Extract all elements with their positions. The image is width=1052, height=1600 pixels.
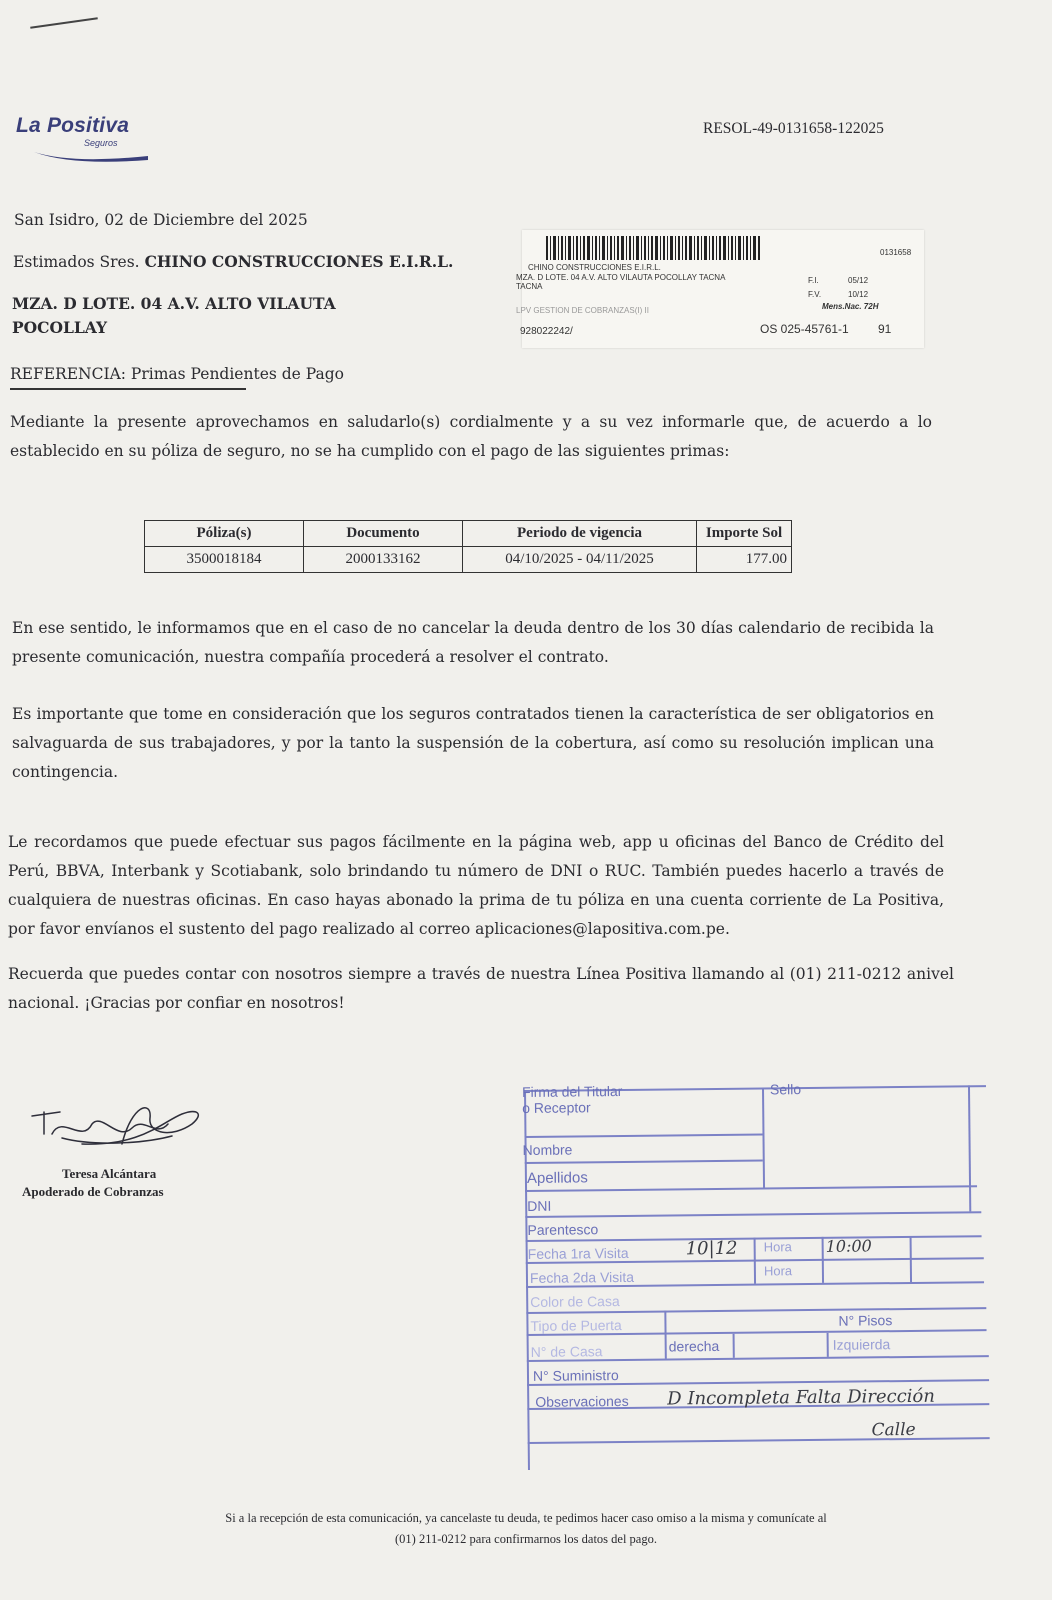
reference: REFERENCIA: Primas Pendientes de Pago <box>10 365 344 383</box>
header-document: Documento <box>304 521 463 547</box>
stamp-label-fecha2: Fecha 2da Visita <box>529 1268 635 1286</box>
footer-line-1: Si a la recepción de esta comunicación, ya cancelaste tu deuda, te pedimos hacer caso omiso a la misma y comunícate al <box>225 1511 827 1525</box>
stamp-label-suministro: N° Suministro <box>532 1367 619 1384</box>
handwritten-signature <box>22 1094 212 1160</box>
stamp-label-derecha: derecha <box>668 1337 720 1355</box>
cell-period: 04/10/2025 - 04/11/2025 <box>463 547 697 573</box>
paragraph-payment: Le recordamos que puede efectuar sus pagos fácilmente en la página web, app u oficinas del Banco de Crédito del Perú, BBVA, Interbank y Scotiabank, solo brindando tu número de DNI o RUC. También puedes hacerlo a través de cualquiera de nuestras oficinas. En caso hayas abonado la prima de tu póliza en una cuenta corriente de La Positiva, por favor envíanos el sustento del pago realizado al correo aplicaciones@lapositiva.com.pe. <box>8 833 944 938</box>
header-period: Periodo de vigencia <box>463 521 697 547</box>
stamp-label-sello: Sello <box>769 1081 802 1098</box>
la-positiva-logo <box>16 114 146 170</box>
label-mens: Mens.Nac. 72H <box>822 302 879 311</box>
label-os: OS 025-45761-1 <box>760 322 849 336</box>
paragraph-contact: Recuerda que puedes contar con nosotros siempre a través de nuestra Línea Positiva llamando al (01) 211-0212 anivel nacional. ¡Gracias por confiar en nosotros! <box>8 965 954 1012</box>
label-code: 0131658 <box>880 248 912 257</box>
logo-swoosh-icon <box>32 148 150 162</box>
stamp-label-nombre: Nombre <box>522 1141 573 1159</box>
handwritten-observation-2: Calle <box>871 1419 916 1441</box>
label-fi <box>808 276 819 285</box>
resolution-code: RESOL-49-0131658-122025 <box>703 120 884 137</box>
date-line: San Isidro, 02 de Diciembre del 2025 <box>14 211 308 229</box>
stamp-label-fecha1: Fecha 1ra Visita <box>527 1244 629 1262</box>
header-amount: Importe Sol <box>697 521 792 547</box>
barcode-icon <box>546 236 762 260</box>
label-fi-key: F.I. <box>808 276 819 285</box>
stamp-label-receptor: o Receptor <box>522 1099 591 1117</box>
label-address: MZA. D LOTE. 04 A.V. ALTO VILAUTA POCOLLAY TACNA <box>516 273 726 282</box>
stamp-label-izquierda: Izquierda <box>832 1336 891 1353</box>
stamp-label-parentesco: Parentesco <box>527 1221 599 1238</box>
paragraph-deadline: En ese sentido, le informamos que en el caso de no cancelar la deuda dentro de los 30 días calendario de recibida la presente comunicación, nuestra compañía procederá a resolver el contrato. <box>12 619 934 666</box>
stamp-label-apellidos: Apellidos <box>526 1169 588 1187</box>
footer-note <box>0 1508 1052 1550</box>
label-name: CHINO CONSTRUCCIONES E.I.R.L. <box>528 263 661 272</box>
cell-amount: 177.00 <box>697 547 792 573</box>
label-fv-key: F.V. <box>808 290 822 299</box>
greeting-prefix: Estimados Sres. <box>13 253 140 271</box>
label-os-num: 91 <box>878 322 892 336</box>
handwritten-visit-time: 10:00 <box>825 1236 872 1256</box>
footer-line-2: (01) 211-0212 para confirmarnos los datos del pago. <box>395 1532 657 1546</box>
reference-underline <box>10 388 246 390</box>
signer-role: Apoderado de Cobranzas <box>22 1184 164 1199</box>
stamp-label-pisos: N° Pisos <box>838 1312 893 1329</box>
header-policy: Póliza(s) <box>145 521 304 547</box>
label-service: LPV GESTION DE COBRANZAS(I) II <box>516 306 649 315</box>
handwritten-visit-date: 10|12 <box>685 1237 738 1260</box>
address-line-2: POCOLLAY <box>12 318 108 337</box>
stamp-label-observaciones: Observaciones <box>535 1392 629 1410</box>
table-row <box>145 547 792 573</box>
pen-stroke <box>30 17 98 28</box>
label-tracking: 928022242/ <box>520 326 573 337</box>
cell-policy: 3500018184 <box>145 547 304 573</box>
handwritten-observation: D Incompleta Falta Dirección <box>667 1385 936 1410</box>
premiums-table <box>144 520 792 580</box>
label-fv <box>808 290 821 299</box>
paragraph-obligatory: Es importante que tome en consideración que los seguros contratados tienen la característica de ser obligatorios en salvaguarda de sus trabajadores, y por la tanto la suspensión de la cobertura, así como su resolución implican una contingencia. <box>12 705 934 781</box>
logo-name: La Positiva <box>16 114 130 137</box>
intro-paragraph: Mediante la presente aprovechamos en saludarlo(s) cordialmente y a su vez informarle que, de acuerdo a lo establecido en su póliza de seguro, no se ha cumplido con el pago de las siguientes primas: <box>10 413 932 460</box>
label-city: TACNA <box>516 282 543 291</box>
company-name: CHINO CONSTRUCCIONES E.I.R.L. <box>144 252 454 271</box>
stamp-label-ncasa: N° de Casa <box>530 1343 603 1360</box>
address-label <box>516 230 924 348</box>
stamp-label-puerta: Tipo de Puerta <box>530 1316 622 1334</box>
logo-sub: Seguros <box>84 138 118 148</box>
label-fi-value: 05/12 <box>848 276 869 285</box>
stamp-label-firma: Firma del Titular <box>521 1082 623 1101</box>
stamp-label-hora1: Hora <box>763 1239 792 1255</box>
stamp-label-hora2: Hora <box>763 1263 793 1279</box>
label-fv-value: 10/12 <box>848 290 869 299</box>
table-header-row <box>145 521 792 547</box>
address-line-1: MZA. D LOTE. 04 A.V. ALTO VILAUTA <box>12 294 336 313</box>
greeting <box>13 252 453 272</box>
stamp-label-dni: DNI <box>527 1197 552 1214</box>
cell-document: 2000133162 <box>304 547 463 573</box>
signer-name: Teresa Alcántara <box>62 1166 157 1181</box>
delivery-stamp-form <box>521 1081 1010 1474</box>
stamp-label-color: Color de Casa <box>530 1293 620 1310</box>
